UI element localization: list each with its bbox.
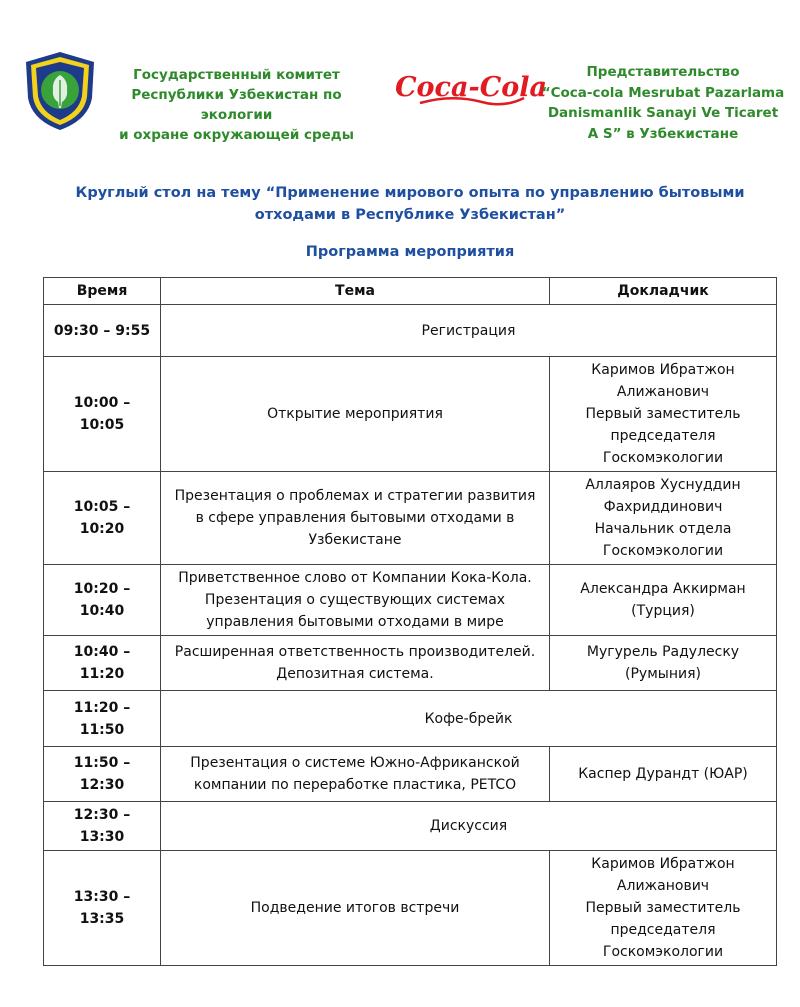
topic-line: Презентация о существующих системах — [204, 592, 506, 608]
speaker-line: Госкомэкологии — [602, 543, 724, 559]
speaker-cell — [550, 851, 777, 966]
speaker-line: Фахриддинович — [603, 499, 723, 515]
coca-cola-logo-text: Coca-Cola — [395, 72, 547, 103]
org-left-line: и охране окружающей среды — [119, 127, 354, 143]
speaker-cell — [550, 357, 777, 472]
topic-line: Дискуссия — [429, 818, 508, 834]
table-row — [44, 565, 777, 636]
org-right-line: A S” в Узбекистане — [587, 125, 739, 142]
time-cell: 09:30 – 9:55 — [44, 305, 161, 357]
topic-cell — [161, 747, 550, 802]
topic-cell — [161, 305, 777, 357]
topic-line: Презентация о системе Южно-Африканской — [190, 755, 520, 771]
topic-cell — [161, 636, 550, 691]
table-row — [44, 472, 777, 565]
speaker-line: Мугурель Радулеску — [586, 644, 740, 660]
time-cell: 12:30 – 13:30 — [44, 802, 161, 851]
speaker-line: Александра Аккирман — [580, 581, 746, 597]
time-cell: 10:05 – 10:20 — [44, 472, 161, 565]
speaker-cell — [550, 565, 777, 636]
org-right-line: “Coca-cola Mesrubat Pazarlama — [541, 84, 785, 101]
coca-cola-representation-name — [536, 62, 790, 144]
table-row — [44, 851, 777, 966]
speaker-cell — [550, 747, 777, 802]
org-right-line: Представительство — [586, 64, 740, 80]
event-title-line: отходами в Республике Узбекистан” — [254, 207, 566, 223]
speaker-line: Начальник отдела — [594, 521, 732, 537]
speaker-line: Госкомэкологии — [602, 450, 724, 466]
topic-line: компании по переработке пластика, PETCO — [193, 777, 517, 793]
speaker-cell — [550, 636, 777, 691]
topic-line: Открытие мероприятия — [267, 406, 443, 422]
topic-line: Приветственное слово от Компании Кока-Кола. — [178, 570, 532, 586]
column-header-time: Время — [44, 278, 161, 305]
table-row — [44, 802, 777, 851]
table-row — [44, 747, 777, 802]
speaker-cell — [550, 472, 777, 565]
speaker-line: Алижанович — [616, 384, 710, 400]
program-table — [43, 277, 777, 966]
speaker-line: Первый заместитель — [585, 900, 741, 916]
ecology-committee-name — [104, 65, 369, 145]
org-left-line: Государственный комитет — [133, 67, 340, 83]
speaker-line: Алижанович — [616, 878, 710, 894]
topic-cell — [161, 472, 550, 565]
speaker-line: Каримов Ибратжон — [591, 362, 735, 378]
table-header-row — [44, 278, 777, 305]
column-header-topic: Тема — [161, 278, 550, 305]
time-cell: 11:20 – 11:50 — [44, 691, 161, 747]
org-left-line: Республики Узбекистан по экологии — [131, 87, 342, 123]
topic-line: Регистрация — [421, 322, 516, 339]
topic-line: Расширенная ответственность производителей. — [174, 644, 536, 660]
table-row — [44, 691, 777, 747]
speaker-line: (Румыния) — [625, 666, 701, 682]
table-row — [44, 357, 777, 472]
letterhead — [0, 0, 800, 170]
ecology-committee-emblem-icon — [22, 50, 98, 132]
topic-line: Узбекистане — [308, 532, 402, 548]
topic-cell — [161, 357, 550, 472]
topic-line: управления бытовыми отходами в мире — [206, 614, 504, 630]
table-row — [44, 636, 777, 691]
speaker-line: Аллаяров Хуснуддин — [585, 477, 741, 493]
time-cell: 10:40 – 11:20 — [44, 636, 161, 691]
speaker-line: Каспер Дурандт (ЮАР) — [578, 766, 748, 782]
speaker-line: председателя — [610, 922, 716, 938]
topic-line: Депозитная система. — [276, 666, 434, 682]
topic-line: Кофе-брейк — [424, 710, 513, 727]
topic-line: Подведение итогов встречи — [250, 900, 460, 916]
event-title — [60, 182, 760, 226]
topic-cell — [161, 851, 550, 966]
time-cell: 10:20 – 10:40 — [44, 565, 161, 636]
table-row — [44, 305, 777, 357]
org-right-line: Danismanlik Sanayi Ve Ticaret — [547, 105, 779, 121]
speaker-line: председателя — [610, 428, 716, 444]
topic-cell — [161, 565, 550, 636]
coca-cola-logo — [395, 62, 547, 114]
time-cell: 11:50 – 12:30 — [44, 747, 161, 802]
time-cell: 13:30 – 13:35 — [44, 851, 161, 966]
event-title-line: Круглый стол на тему “Применение мирового опыта по управлению бытовыми — [75, 185, 745, 201]
speaker-line: Каримов Ибратжон — [591, 856, 735, 872]
topic-line: Презентация о проблемах и стратегии развития — [174, 488, 536, 504]
topic-cell — [161, 691, 777, 747]
column-header-speaker: Докладчик — [550, 278, 777, 305]
speaker-line: Госкомэкологии — [602, 944, 724, 960]
topic-cell — [161, 802, 777, 851]
speaker-line: Первый заместитель — [585, 406, 741, 422]
speaker-line: (Турция) — [631, 603, 695, 619]
time-cell: 10:00 – 10:05 — [44, 357, 161, 472]
program-heading: Программа мероприятия — [305, 244, 515, 260]
topic-line: в сфере управления бытовыми отходами в — [195, 510, 515, 526]
